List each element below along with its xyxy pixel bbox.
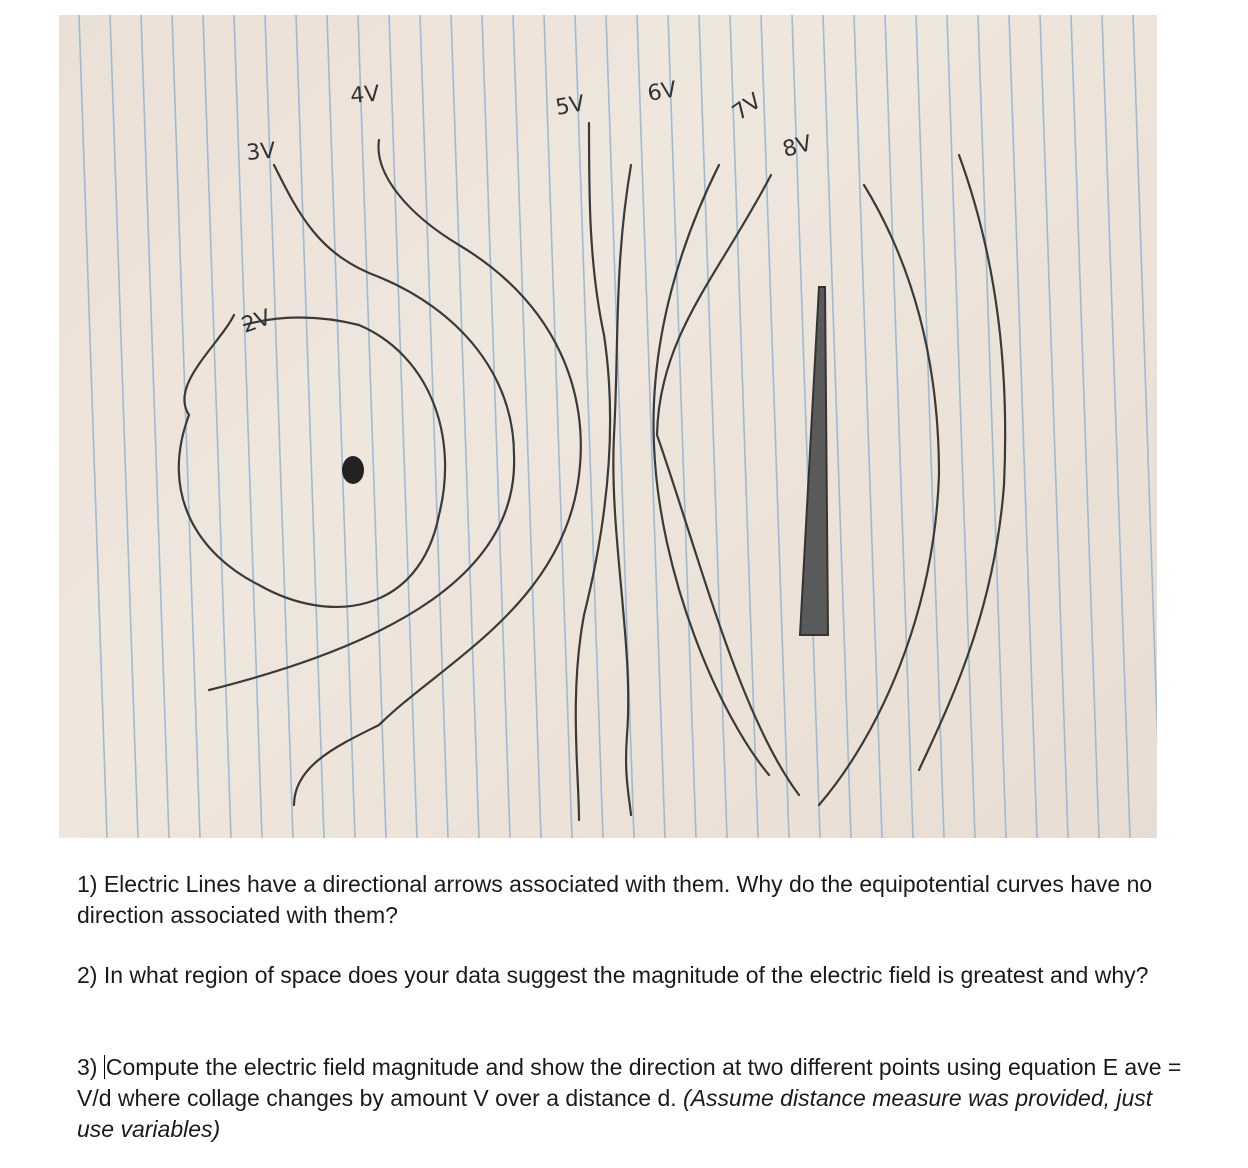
ruled-line bbox=[389, 15, 417, 838]
question-2 bbox=[77, 960, 1187, 991]
equipotential-5v bbox=[576, 123, 610, 820]
charged-bar bbox=[800, 287, 828, 635]
ruled-line bbox=[451, 15, 479, 838]
equipotential-4v bbox=[294, 140, 581, 805]
ruled-line bbox=[978, 15, 1006, 838]
question-3-text: Compute the electric field magnitude and show the direction at two different points using equation E ave = V/d where collage changes by amount V over a distance d. bbox=[77, 1054, 1182, 1111]
ruled-line bbox=[1009, 15, 1037, 838]
ruled-line bbox=[1133, 15, 1157, 838]
ruled-lines bbox=[79, 15, 1157, 838]
question-3-prefix: 3) bbox=[77, 1054, 104, 1080]
ruled-line bbox=[203, 15, 231, 838]
label-5v: 5V bbox=[553, 91, 587, 121]
ruled-line bbox=[234, 15, 262, 838]
text-cursor bbox=[104, 1055, 105, 1079]
ruled-line bbox=[916, 15, 944, 838]
label-7v: 7V bbox=[728, 88, 767, 126]
ruled-line bbox=[1071, 15, 1099, 838]
ruled-line bbox=[296, 15, 324, 838]
ruled-line bbox=[358, 15, 386, 838]
label-3v: 3V bbox=[245, 138, 277, 166]
ruled-line bbox=[544, 15, 572, 838]
ruled-line bbox=[513, 15, 541, 838]
ruled-line bbox=[79, 15, 107, 838]
ruled-line bbox=[668, 15, 696, 838]
question-1-text: 1) Electric Lines have a directional arrows associated with them. Why do the equipotential curves have no direction associated with them? bbox=[77, 871, 1153, 928]
ruled-line bbox=[141, 15, 169, 838]
equipotential-6v-right bbox=[654, 165, 769, 775]
ruled-line bbox=[699, 15, 727, 838]
label-6v: 6V bbox=[645, 77, 679, 107]
ruled-line bbox=[637, 15, 665, 838]
question-3-italic-note: (Assume distance measure was provided, just use variables) bbox=[77, 1085, 1153, 1142]
point-charge bbox=[342, 456, 364, 484]
ruled-line bbox=[482, 15, 510, 838]
ruled-line bbox=[1102, 15, 1130, 838]
equipotential-8v-left bbox=[819, 185, 939, 805]
label-2v: 2V bbox=[238, 305, 275, 339]
question-3[interactable] bbox=[77, 1052, 1187, 1145]
ruled-line bbox=[110, 15, 138, 838]
ruled-line bbox=[1040, 15, 1068, 838]
equipotential-sketch bbox=[59, 15, 1157, 838]
label-4v: 4V bbox=[349, 81, 381, 109]
ruled-line bbox=[947, 15, 975, 838]
ruled-line bbox=[885, 15, 913, 838]
question-2-text: 2) In what region of space does your data suggest the magnitude of the electric field is greatest and why? bbox=[77, 962, 1149, 988]
ruled-line bbox=[420, 15, 448, 838]
ruled-line bbox=[327, 15, 355, 838]
question-1 bbox=[77, 869, 1187, 931]
label-8v: 8V bbox=[780, 131, 815, 163]
notebook-photo bbox=[59, 15, 1157, 838]
